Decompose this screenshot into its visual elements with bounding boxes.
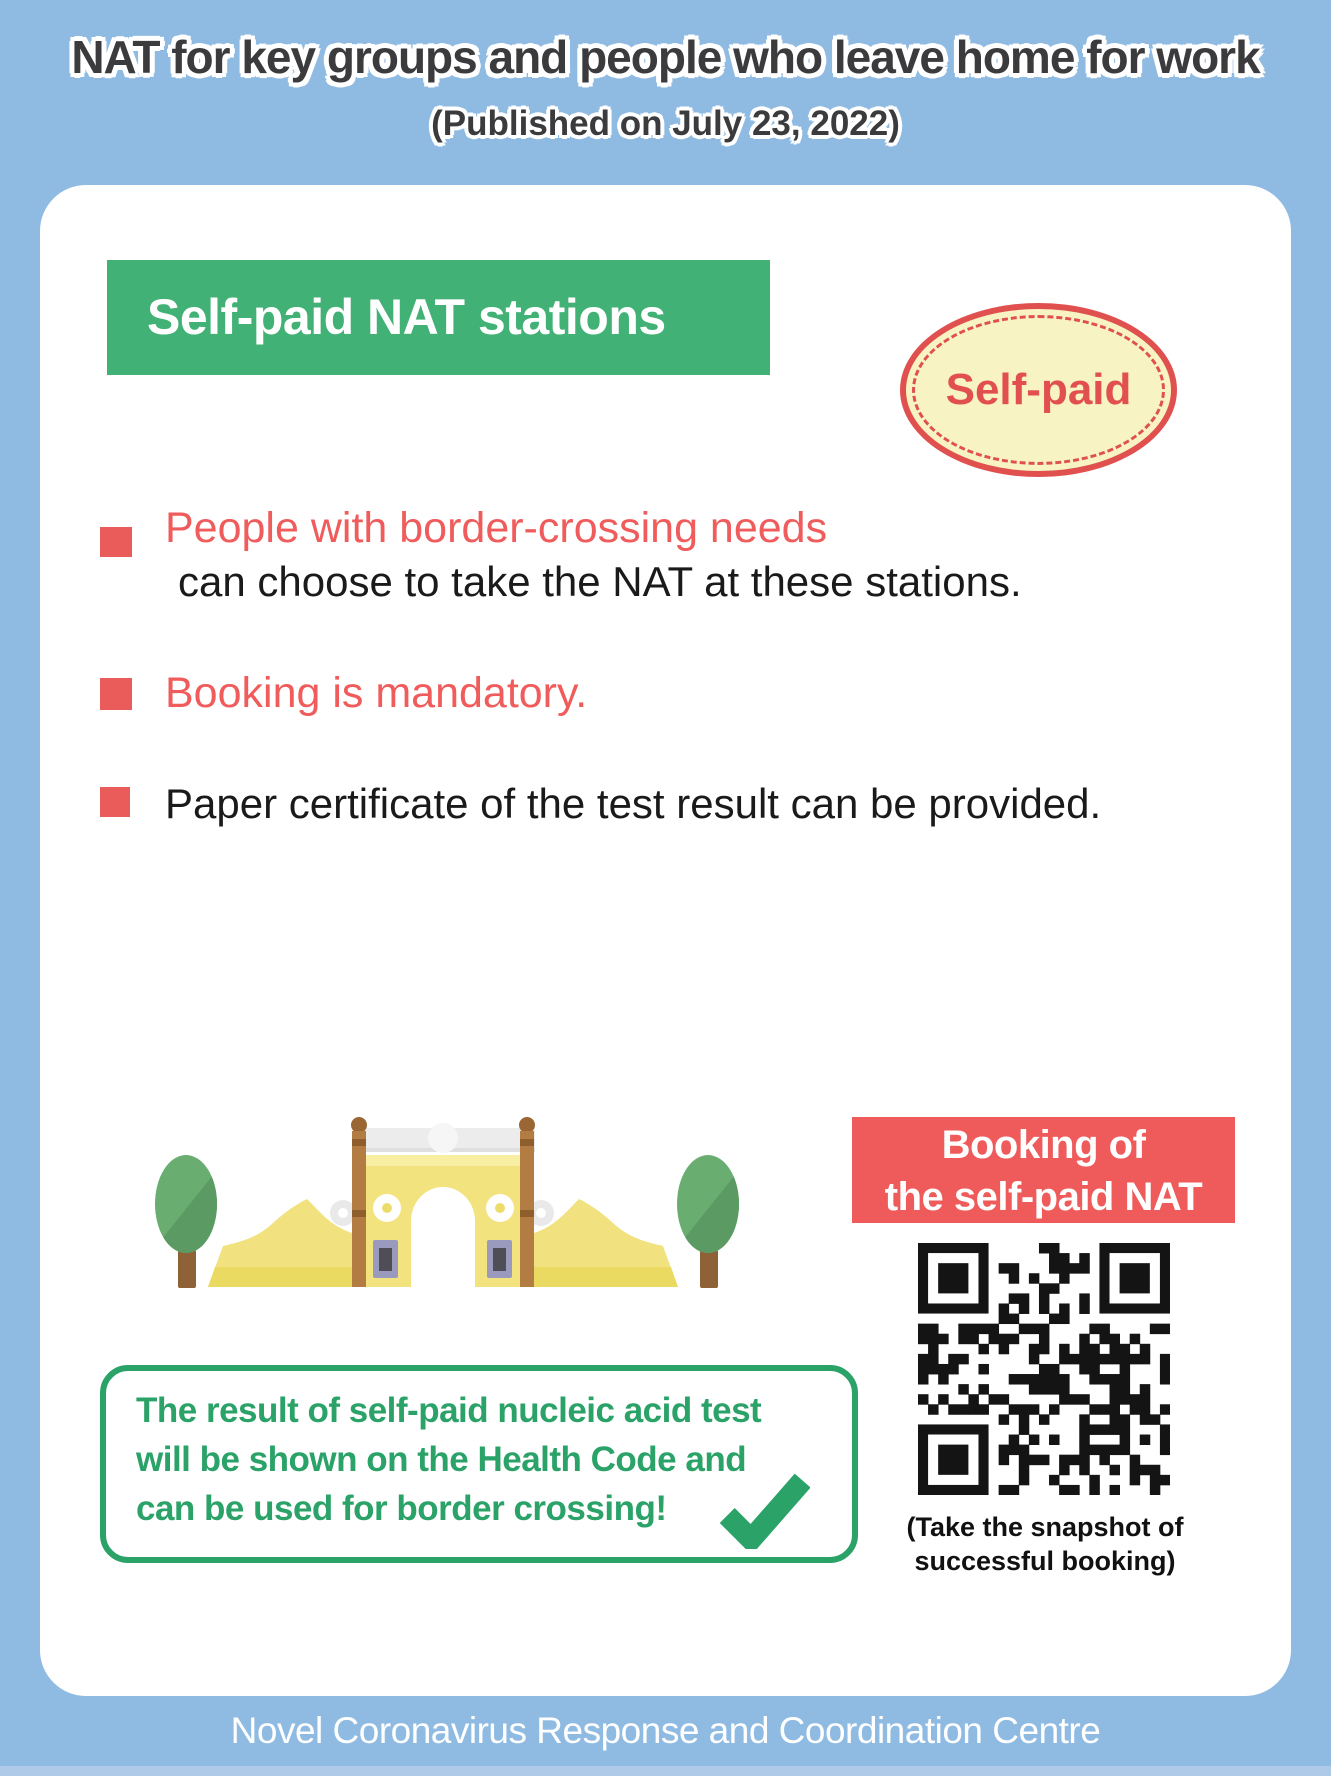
page-subtitle: (Published on July 23, 2022) [431,104,900,143]
booking-banner-line2: the self-paid NAT [884,1175,1203,1219]
right-wall [534,1199,678,1287]
bottom-strip [0,1766,1331,1776]
bullet-detail: Paper certificate of the test result can be provided. [165,780,1102,827]
qr-code [918,1243,1170,1495]
content-card [40,185,1291,1696]
bullet-highlight: People with border-crossing needs [165,504,828,552]
qr-caption: (Take the snapshot of successful booking) [906,1512,1184,1576]
checkmark-icon [718,1471,810,1549]
gate-door [373,1240,398,1278]
gate-post [519,1117,535,1287]
self-paid-badge [900,303,1177,477]
note-text: The result of self-paid nucleic acid test will be shown on the Health Code and can be used for border crossing! [136,1391,762,1528]
gate-beam [353,1123,535,1153]
booking-banner [852,1117,1235,1223]
tree-icon [155,1155,221,1288]
note-box [100,1365,858,1563]
bullet-item-border-crossing [165,502,1022,608]
bullet-square-icon [100,678,132,710]
bullet-highlight: Booking is mandatory. [165,669,588,717]
bullet-item-certificate [165,777,1101,830]
bullet-detail: can choose to take the NAT at these stations. [178,558,1022,605]
footer-org-name: Novel Coronavirus Response and Coordination Centre [230,1710,1101,1751]
bullet-item-booking [165,667,587,720]
section-title: Self-paid NAT stations [107,260,770,375]
tree-icon [677,1155,743,1288]
bullet-square-icon [100,527,132,557]
border-gate-illustration [155,1115,755,1288]
gate-post [351,1117,367,1287]
page-title: NAT for key groups and people who leave home for work [71,31,1260,83]
booking-banner-line1: Booking of [941,1123,1146,1167]
gate-door [487,1240,512,1278]
bullet-square-icon [100,787,130,817]
gate-arch [411,1187,475,1287]
badge-label: Self-paid [945,365,1132,414]
